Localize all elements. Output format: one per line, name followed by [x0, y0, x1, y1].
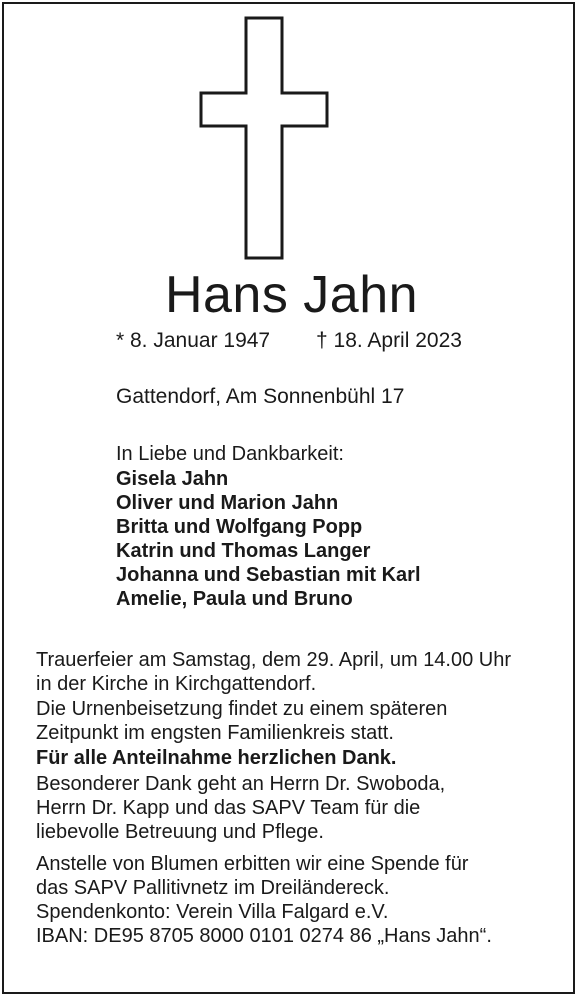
mourners-list — [116, 467, 421, 611]
thanks-line: Für alle Anteilnahme herzlichen Dank. — [36, 747, 397, 769]
text-line: IBAN: DE95 8705 8000 0101 0274 86 „Hans Jahn“. — [36, 925, 492, 947]
text-line: Besonderer Dank geht an Herrn Dr. Swoboda, — [36, 773, 446, 795]
text-line: Die Urnenbeisetzung findet zu einem späteren — [36, 698, 448, 720]
text-line: Anstelle von Blumen erbitten wir eine Spende für — [36, 853, 469, 875]
mourners-intro: In Liebe und Dankbarkeit: — [116, 443, 344, 465]
text-line: Spendenkonto: Verein Villa Falgard e.V. — [36, 901, 389, 923]
birth-date: * 8. Januar 1947 — [116, 329, 271, 352]
deceased-name: Hans Jahn — [164, 266, 419, 324]
text-line: das SAPV Pallitivnetz im Dreiländereck. — [36, 877, 390, 899]
text-line: liebevolle Betreuung und Pflege. — [36, 821, 324, 843]
text-line: Zeitpunkt im engsten Familienkreis statt. — [36, 722, 394, 744]
ceremony-info — [36, 648, 556, 696]
address: Gattendorf, Am Sonnenbühl 17 — [116, 385, 405, 408]
cross-icon — [198, 16, 330, 260]
mourner-name: Johanna und Sebastian mit Karl — [116, 564, 421, 586]
mourner-name: Katrin und Thomas Langer — [116, 540, 371, 562]
text-line: Herrn Dr. Kapp und das SAPV Team für die — [36, 797, 421, 819]
burial-info — [36, 697, 556, 745]
text-line: Trauerfeier am Samstag, dem 29. April, um 14.00 Uhr — [36, 649, 512, 671]
donation-info — [36, 852, 556, 948]
death-date: † 18. April 2023 — [316, 329, 462, 352]
special-thanks — [36, 772, 556, 844]
text-line: in der Kirche in Kirchgattendorf. — [36, 673, 317, 695]
mourner-name: Oliver und Marion Jahn — [116, 492, 339, 514]
mourner-name: Britta und Wolfgang Popp — [116, 516, 363, 538]
mourner-name: Amelie, Paula und Bruno — [116, 588, 353, 610]
mourner-name: Gisela Jahn — [116, 468, 229, 490]
